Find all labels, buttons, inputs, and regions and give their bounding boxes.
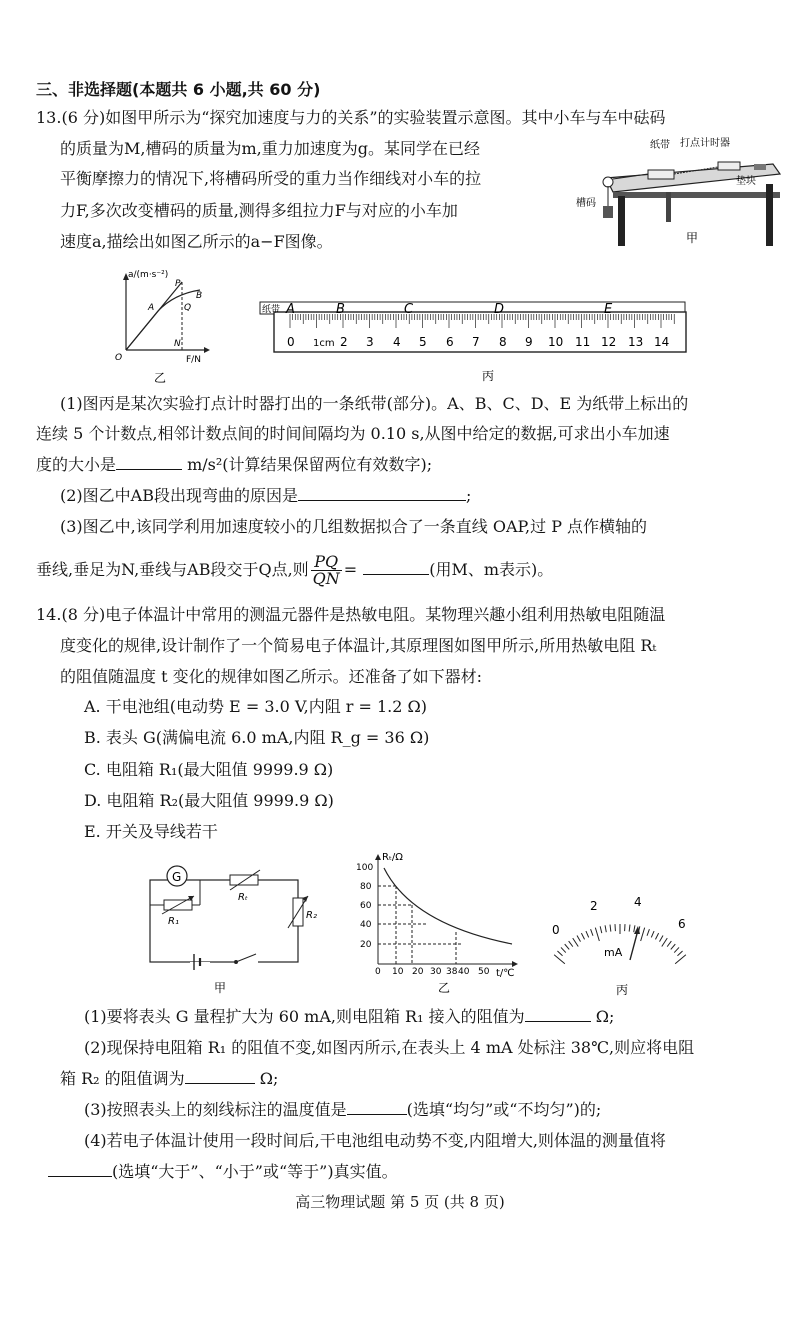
- q14-circuit: [140, 858, 320, 998]
- tape-point-c: C: [404, 302, 414, 317]
- meter-tick: [655, 933, 658, 939]
- meter-tick-4: 4: [634, 895, 642, 909]
- ruler-number: 3: [366, 335, 374, 349]
- meter-scale: [540, 890, 700, 998]
- yi-point-n: N: [174, 339, 181, 349]
- yi-point-a: A: [148, 303, 155, 313]
- ruler-number: 1cm: [313, 338, 335, 349]
- rt-graph: [352, 848, 524, 998]
- yi-point-b: B: [196, 291, 203, 301]
- circuit-r2: R₂: [306, 910, 317, 921]
- answer-blank-13-1[interactable]: [116, 453, 182, 470]
- apparatus-diagram: [568, 134, 783, 254]
- q14-p4-post: (选填“大于”、“小于”或“等于”)真实值。: [112, 1162, 398, 1181]
- timer-label: 打点计时器: [680, 138, 730, 149]
- graph-y-tick: 20: [360, 940, 372, 950]
- q13-figure-yi: [108, 268, 218, 388]
- meter-tick: [557, 951, 562, 956]
- meter-tick: [561, 947, 566, 952]
- equipment-a: A. 干电池组(电动势 E = 3.0 V,内阻 r = 1.2 Ω): [84, 697, 428, 716]
- meter-tick-2: 2: [590, 899, 598, 913]
- ruler-number: 13: [628, 335, 644, 349]
- meter-tick: [577, 936, 581, 942]
- meter-tick: [595, 928, 599, 941]
- circuit-r1: R₁: [168, 916, 179, 927]
- answer-blank-13-2[interactable]: [298, 484, 466, 501]
- q14-line-1: 14.(8 分)电子体温计中常用的测温元器件是热敏电阻。某物理兴趣小组利用热敏电阻随温: [36, 605, 666, 624]
- circuit-caption: 甲: [214, 981, 227, 995]
- q13-p2-pre: (2)图乙中AB段出现弯曲的原因是: [60, 486, 298, 505]
- graph-x-tick: 0: [375, 967, 381, 977]
- meter-tick: [677, 951, 682, 956]
- fraction-denominator: QN: [312, 569, 340, 588]
- meter-unit: mA: [604, 946, 623, 959]
- figure-yi-caption: 乙: [154, 371, 167, 385]
- fraction-numerator: PQ: [311, 554, 342, 571]
- meter-tick: [586, 931, 589, 937]
- meter-tick: [600, 926, 602, 933]
- q13-p3-line-1: (3)图乙中,该同学利用加速度较小的几组数据拟合了一条直线 OAP,过 P 点作横轴的: [60, 517, 648, 536]
- meter-tick: [565, 944, 569, 949]
- q13-p1-line-1: (1)图丙是某次实验打点计时器打出的一条纸带(部分)。A、B、C、D、E 为纸带上标出的: [60, 394, 689, 413]
- q14-p3-line: [84, 1098, 601, 1122]
- q13-p1-post: m/s²(计算结果保留两位有效数字);: [182, 455, 433, 474]
- answer-blank-13-3[interactable]: [363, 558, 429, 575]
- q14-p2-pre: 箱 R₂ 的阻值调为: [60, 1069, 185, 1088]
- meter-tick: [647, 929, 649, 936]
- q13-line-4: 力F,多次改变槽码的质量,测得多组拉力F与对应的小车加: [60, 201, 458, 220]
- q14-p3-pre: (3)按照表头上的刻线标注的温度值是: [84, 1100, 347, 1119]
- yi-x-axis: F/N: [186, 355, 201, 365]
- q14-p4-line-2: [48, 1160, 398, 1184]
- meter-tick: [554, 955, 565, 964]
- figure-bing-caption: 丙: [482, 369, 495, 383]
- meter-caption: 丙: [616, 983, 629, 997]
- answer-blank-14-2[interactable]: [185, 1067, 255, 1084]
- q14-p1-pre: (1)要将表头 G 量程扩大为 60 mA,则电阻箱 R₁ 接入的阻值为: [84, 1007, 525, 1026]
- answer-blank-14-4[interactable]: [48, 1160, 112, 1177]
- q13-line-2: 的质量为M,槽码的质量为m,重力加速度为g。某同学在已经: [60, 139, 480, 158]
- q13-p2-line: [60, 484, 471, 508]
- q13-p2-post: ;: [465, 486, 472, 505]
- q14-p1-line: [84, 1005, 614, 1029]
- yi-origin: O: [115, 353, 123, 363]
- figure-jia-caption: 甲: [686, 231, 699, 245]
- graph-y-tick: 80: [360, 882, 372, 892]
- equipment-c: C. 电阻箱 R₁(最大阻值 9999.9 Ω): [84, 760, 334, 779]
- meter-tick: [662, 938, 667, 946]
- tape-point-b: B: [336, 302, 345, 317]
- meter-tick: [660, 936, 664, 942]
- page-footer: 高三物理试题 第 5 页 (共 8 页): [295, 1193, 505, 1211]
- graph-y-tick: 60: [360, 901, 372, 911]
- meter-tick: [573, 938, 578, 946]
- meter-tick: [674, 947, 679, 952]
- block-label: 垫块: [736, 176, 756, 187]
- meter-tick: [667, 941, 671, 947]
- q13-p3-pre: 垂线,垂足为N,垂线与AB段交于Q点,则: [36, 560, 309, 579]
- meter-tick: [581, 933, 584, 939]
- answer-blank-14-1[interactable]: [525, 1005, 591, 1022]
- meter-tick: [675, 955, 686, 964]
- meter-tick: [610, 925, 611, 932]
- meter-tick-6: 6: [678, 917, 686, 931]
- meter-tick: [671, 944, 675, 949]
- ruler-number: 5: [419, 335, 427, 349]
- equipment-d: D. 电阻箱 R₂(最大阻值 9999.9 Ω): [84, 791, 334, 810]
- graph-x-tick: 20: [412, 967, 424, 977]
- q13-p3-line-2: [36, 552, 553, 588]
- q14-p1-post: Ω;: [590, 1007, 615, 1026]
- graph-x-axis: t/℃: [496, 968, 515, 979]
- tape-point-a: A: [286, 302, 295, 317]
- ruler-number: 10: [548, 335, 564, 349]
- graph-y-tick: 100: [356, 863, 374, 873]
- q14-p2-line-1: (2)现保持电阻箱 R₁ 的阻值不变,如图丙所示,在表头上 4 mA 处标注 38℃,则应将电阻: [84, 1038, 695, 1057]
- q14-meter: [540, 890, 700, 998]
- q14-line-2: 度变化的规律,设计制作了一个简易电子体温计,其原理图如图甲所示,所用热敏电阻 Rₜ: [60, 636, 657, 655]
- graph-x-tick: 38: [446, 967, 458, 977]
- meter-tick: [605, 925, 606, 932]
- tape-point-e: E: [604, 302, 613, 317]
- fraction-pq-qn: [311, 554, 342, 587]
- yi-point-p: P: [175, 279, 181, 289]
- q14-p2-post: Ω;: [254, 1069, 279, 1088]
- yi-point-q: Q: [184, 303, 192, 313]
- equals-sign: =: [343, 560, 358, 579]
- q13-figure-jia: [568, 134, 783, 254]
- q13-p1-line-2: 连续 5 个计数点,相邻计数点间的时间间隔均为 0.10 s,从图中给定的数据,可求出小车加速: [36, 424, 670, 443]
- ruler-number: 9: [525, 335, 533, 349]
- bing-tape-label: 纸带: [262, 305, 281, 315]
- q14-p2-line-2: [60, 1067, 278, 1091]
- graph-y-tick: 40: [360, 920, 372, 930]
- q13-p1-pre: 度的大小是: [36, 455, 117, 474]
- meter-tick: [569, 941, 573, 947]
- meter-tick: [591, 929, 593, 936]
- graph-x-tick: 10: [392, 967, 404, 977]
- meter-tick: [634, 925, 635, 932]
- meter-tick: [641, 928, 645, 941]
- q13-p1-line-3: [36, 453, 432, 477]
- ruler-number: 4: [393, 335, 401, 349]
- graph-x-tick: 50: [478, 967, 490, 977]
- circuit-g: G: [172, 870, 182, 884]
- circuit-diagram: [140, 858, 320, 998]
- af-graph: [108, 268, 218, 388]
- q13-line-5: 速度a,描绘出如图乙所示的a−F图像。: [60, 232, 333, 251]
- answer-blank-14-3[interactable]: [347, 1098, 407, 1115]
- q13-line-3: 平衡摩擦力的情况下,将槽码所受的重力当作细线对小车的拉: [60, 169, 482, 188]
- section-header: 三、非选择题(本题共 6 小题,共 60 分): [36, 80, 321, 99]
- meter-tick-0: 0: [552, 923, 560, 937]
- ruler-number: 11: [575, 335, 591, 349]
- q13-figure-bing: [258, 292, 694, 388]
- q13-line-1: 13.(6 分)如图甲所示为“探究加速度与力的关系”的实验装置示意图。其中小车与车中砝码: [36, 108, 666, 127]
- ruler-number: 2: [340, 335, 348, 349]
- meter-tick: [651, 931, 654, 937]
- tape-ruler: [258, 292, 694, 388]
- weight-label: 槽码: [576, 198, 596, 209]
- q14-p3-post: (选填“均匀”或“不均匀”)的;: [406, 1100, 602, 1119]
- meter-tick: [629, 925, 630, 932]
- graph-y-axis: Rₜ/Ω: [382, 852, 403, 863]
- equipment-e: E. 开关及导线若干: [84, 822, 218, 841]
- q14-p4-line-1: (4)若电子体温计使用一段时间后,干电池组电动势不变,内阻增大,则体温的测量值将: [84, 1131, 666, 1150]
- ruler-number: 8: [499, 335, 507, 349]
- equipment-b: B. 表头 G(满偏电流 6.0 mA,内阻 R_g = 36 Ω): [84, 728, 430, 747]
- tape-point-d: D: [494, 302, 505, 317]
- ruler-number: 0: [287, 335, 295, 349]
- yi-y-axis: a/(m·s⁻²): [128, 270, 169, 280]
- ruler-number: 14: [654, 335, 670, 349]
- q13-p3-post: (用M、m表示)。: [429, 560, 554, 579]
- ruler-number: 7: [472, 335, 480, 349]
- ruler-number: 6: [446, 335, 454, 349]
- q14-graph: [352, 848, 524, 998]
- graph-x-tick: 30: [430, 967, 442, 977]
- q14-line-3: 的阻值随温度 t 变化的规律如图乙所示。还准备了如下器材:: [60, 667, 482, 686]
- ruler-number: 12: [601, 335, 617, 349]
- graph-x-tick: 40: [458, 967, 470, 977]
- circuit-rt: Rₜ: [238, 892, 248, 903]
- tape-label: 纸带: [650, 140, 670, 151]
- graph-caption: 乙: [438, 981, 451, 995]
